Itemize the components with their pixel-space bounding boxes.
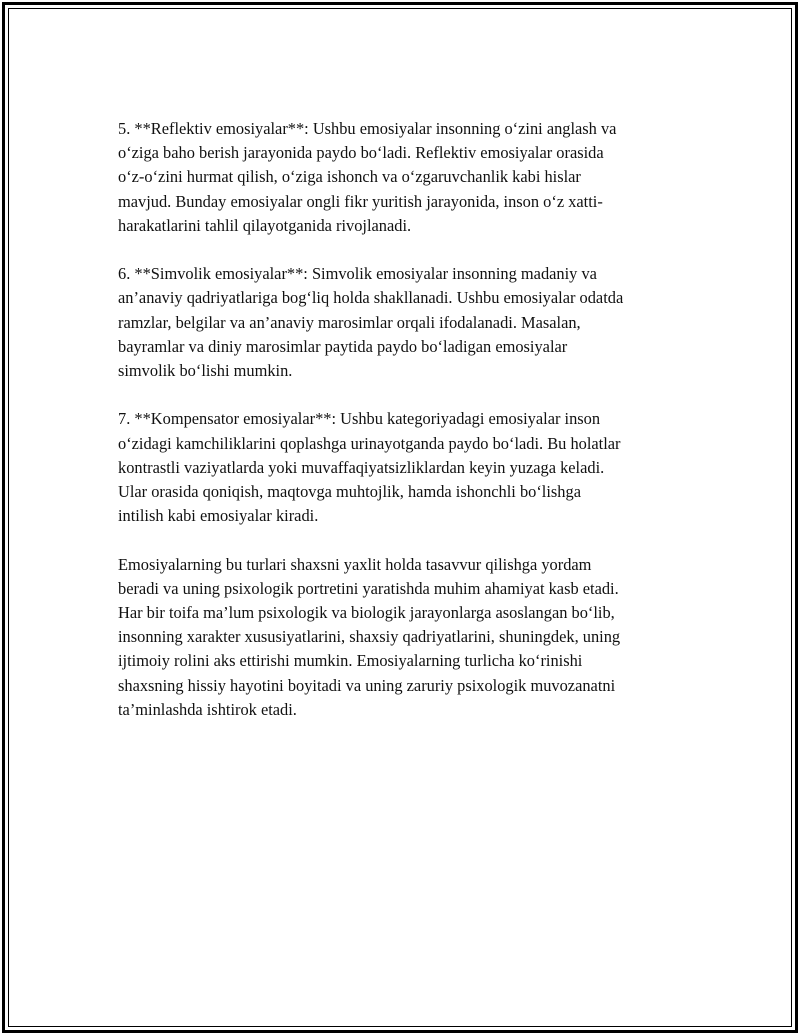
paragraph-conclusion: Emosiyalarning bu turlari shaxsni yaxlit holda tasavvur qilishga yordam beradi va uning psixologik portretini yaratishda muhim ahamiyat kasb etadi. Har bir toifa ma’lum psixologik va biologik jarayonlarga asoslangan bo‘lib, insonning xarakter xususiyatlarini, shaxsiy qadriyatlarini, shuningdek, uning ijtimoiy rolini aks ettirishi mumkin. Emosiyalarning turlicha ko‘rinishi shaxsning hissiy hayotini boyitadi va uning zaruriy psixologik muvozanatni ta’minlashda ishtirok etadi. — [118, 554, 621, 719]
paragraph-kompensator-emosiyalar: 7. **Kompensator emosiyalar**: Ushbu kategoriyadagi emosiyalar inson o‘zidagi kamchiliklarini qoplashga urinayotganda paydo bo‘ladi. Bu holatlar kontrastli vaziyatlarda yoki muvaffaqiyatsizliklardan keyin yuzaga keladi. Ular orasida qoniqish, maqtovga muhtojlik, hamda ishonchli bo‘lishga intilish kabi emosiyalar kiradi. — [118, 409, 621, 526]
paragraph-simvolik-emosiyalar: 6. **Simvolik emosiyalar**: Simvolik emosiyalar insonning madaniy va an’anaviy qadriyatlariga bog‘liq holda shakllanadi. Ushbu emosiyalar odatda ramzlar, belgilar va an’anaviy marosimlar orqali ifodalanadi. Masalan, bayramlar va diniy marosimlar paytida paydo bo‘ladigan emosiyalar simvolik bo‘lishi mumkin. — [118, 264, 624, 381]
document-body — [118, 117, 698, 746]
paragraph-reflektiv-emosiyalar: 5. **Reflektiv emosiyalar**: Ushbu emosiyalar insonning o‘zini anglash va o‘ziga baho berish jarayonida paydo bo‘ladi. Reflektiv emosiyalar orasida o‘z-o‘zini hurmat qilish, o‘ziga ishonch va o‘zgaruvchanlik kabi hislar mavjud. Bunday emosiyalar ongli fikr yuritish jarayonida, inson o‘z xatti- harakatlarini tahlil qilayotganida rivojlanadi. — [118, 119, 617, 235]
